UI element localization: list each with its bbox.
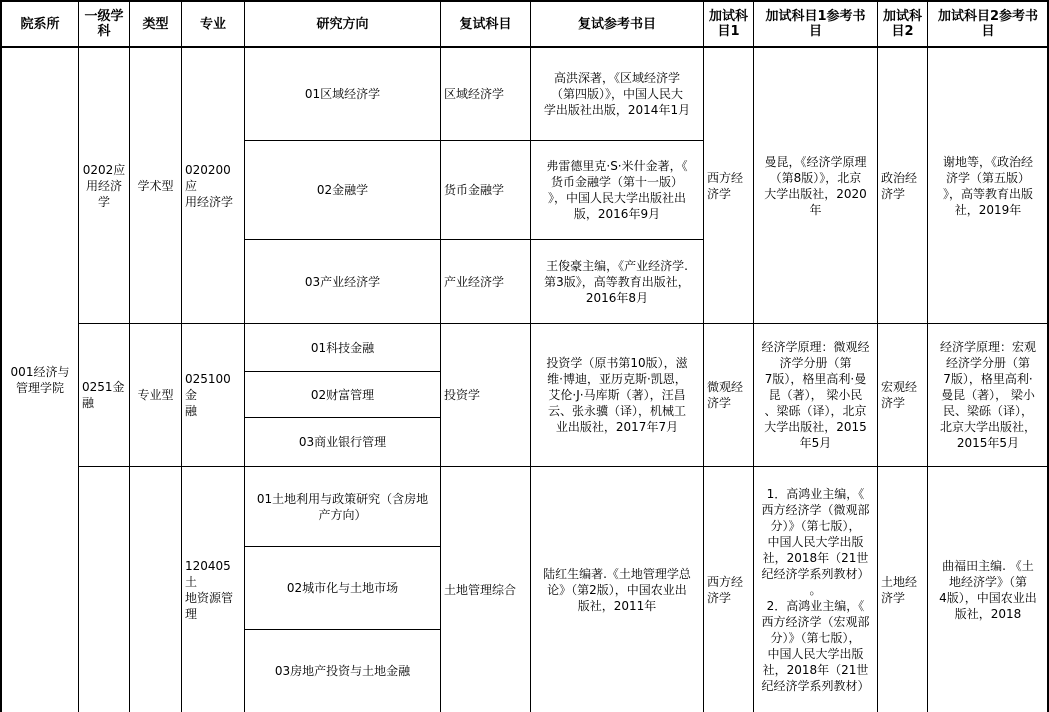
grid-line bbox=[244, 371, 441, 372]
grid-line bbox=[244, 417, 441, 418]
extra2-cell: 政治经 济学 bbox=[881, 170, 918, 201]
extra2-books-cell: 曲福田主编. 《土 地经济学》（第 4版），中国农业出 版社，2018 bbox=[939, 558, 1037, 621]
header-dept: 院系所 bbox=[20, 16, 60, 32]
grid-line bbox=[78, 0, 79, 712]
direction-cell: 01土地利用与政策研究（含房地 产方向） bbox=[256, 491, 429, 522]
retest-subject-cell: 货币金融学 bbox=[444, 183, 505, 197]
grid-line bbox=[244, 140, 704, 141]
grid-line bbox=[181, 0, 182, 712]
retest-books-cell: 弗雷德里克·S·米什金著，《 货币金融学（第十一版） 》，中国人民大学出版社出 版，2016年9月 bbox=[546, 159, 688, 221]
extra1-cell: 西方经 济学 bbox=[707, 170, 744, 201]
header-extra1: 加试科 目1 bbox=[708, 9, 748, 39]
extra2-books-cell: 谢地等，《政治经 济学（第五版） 》，高等教育出版 社，2019年 bbox=[942, 154, 1033, 217]
grid-line bbox=[244, 629, 441, 630]
grid-line bbox=[753, 0, 754, 712]
grid-line bbox=[78, 323, 1049, 324]
direction-cell: 02金融学 bbox=[316, 183, 369, 197]
grid-line bbox=[78, 466, 1049, 467]
discipline-cell: 0202应 用经济 学 bbox=[82, 162, 126, 209]
grid-line bbox=[244, 239, 704, 240]
direction-cell: 03产业经济学 bbox=[304, 274, 381, 289]
extra2-cell: 宏观经 济学 bbox=[881, 380, 918, 410]
extra1-books-cell: 1．高鸿业主编，《 西方经济学（微观部 分）》（第七版）， 中国人民大学出版 社，2018年（21世 纪经济学系列教材） 。 2．高鸿业主编，《 西方经济学（宏观部 分）》（第七版）， 中国人民大学出版 社，2018年（21世 纪经济学系列教材） bbox=[761, 486, 870, 693]
header-direction: 研究方向 bbox=[316, 16, 369, 32]
header-discipline: 一级学 科 bbox=[84, 9, 124, 39]
header-retest-subject: 复试科目 bbox=[459, 16, 512, 32]
extra1-books-cell: 经济学原理：微观经 济学分册（第 7版），格里高利·曼 昆（著）， 梁小民 、梁砾（译），北京 大学出版社，2015 年5月 bbox=[761, 340, 870, 450]
grid-line bbox=[244, 546, 441, 547]
extra2-books-cell: 经济学原理：宏观 经济学分册（第 7版），格里高利· 曼昆（著）， 梁小 民、梁砾（译）， 北京大学出版社， 2015年5月 bbox=[939, 340, 1036, 450]
grid-line bbox=[877, 0, 878, 712]
header-retest-books: 复试参考书目 bbox=[577, 16, 656, 32]
header-extra2: 加试科 目2 bbox=[882, 9, 922, 39]
table-border-top bbox=[0, 0, 1049, 2]
retest-subject-cell: 土地管理综合 bbox=[444, 582, 517, 597]
type-cell: 专业型 bbox=[137, 388, 174, 402]
retest-books-cell: 陆红生编著.《土地管理学总 论》（第2版），中国农业出 版社，2011年 bbox=[543, 566, 691, 613]
retest-books-cell: 王俊豪主编，《产业经济学. 第3版》，高等教育出版社， 2016年8月 bbox=[544, 258, 690, 305]
retest-books-cell: 高洪深著，《区域经济学 （第四版）》，中国人民大 学出版社出版，2014年1月 bbox=[543, 71, 691, 117]
header-extra2-books: 加试科目2参考书 目 bbox=[937, 9, 1039, 39]
direction-cell: 03商业银行管理 bbox=[298, 435, 387, 449]
direction-cell: 03房地产投资与土地金融 bbox=[274, 664, 411, 678]
retest-subject-cell: 投资学 bbox=[444, 388, 481, 402]
major-cell: 025100金 融 bbox=[185, 372, 231, 418]
header-divider bbox=[0, 46, 1049, 48]
grid-line bbox=[244, 0, 245, 712]
header-type: 类型 bbox=[142, 16, 169, 32]
grid-line bbox=[703, 0, 704, 712]
extra1-cell: 西方经 济学 bbox=[707, 574, 744, 605]
direction-cell: 02财富管理 bbox=[310, 387, 375, 402]
grid-line bbox=[129, 0, 130, 712]
major-cell: 020200应 用经济学 bbox=[185, 162, 234, 209]
retest-subject-cell: 产业经济学 bbox=[444, 274, 505, 289]
retest-books-cell: 投资学（原书第10版），滋 维·博迪，亚历克斯·凯恩， 艾伦·J·马库斯（著），汪昌 云、张永骥（译），机械工 业出版社，2017年7月 bbox=[546, 356, 688, 434]
discipline-cell: 0251金 融 bbox=[82, 380, 125, 410]
extra1-books-cell: 曼昆，《经济学原理 （第8版）》，北京 大学出版社，2020 年 bbox=[764, 154, 867, 217]
grid-line bbox=[440, 0, 441, 712]
grid-line bbox=[530, 0, 531, 712]
direction-cell: 01科技金融 bbox=[310, 340, 375, 355]
header-extra1-books: 加试科目1参考书 目 bbox=[765, 9, 866, 39]
type-cell: 学术型 bbox=[137, 178, 174, 193]
direction-cell: 02城市化与土地市场 bbox=[286, 581, 399, 595]
extra1-cell: 微观经 济学 bbox=[707, 380, 744, 410]
header-major: 专业 bbox=[199, 16, 226, 32]
direction-cell: 01区域经济学 bbox=[304, 87, 381, 101]
discipline-cell bbox=[79, 467, 129, 712]
dept-cell: 001经济与 管理学院 bbox=[10, 365, 70, 395]
type-cell bbox=[130, 467, 181, 712]
major-cell: 120405土 地资源管 理 bbox=[185, 558, 234, 621]
extra2-cell: 土地经 济学 bbox=[881, 574, 918, 605]
retest-subject-cell: 区域经济学 bbox=[444, 87, 505, 101]
table-border-left bbox=[0, 0, 2, 712]
grid-line bbox=[927, 0, 928, 712]
